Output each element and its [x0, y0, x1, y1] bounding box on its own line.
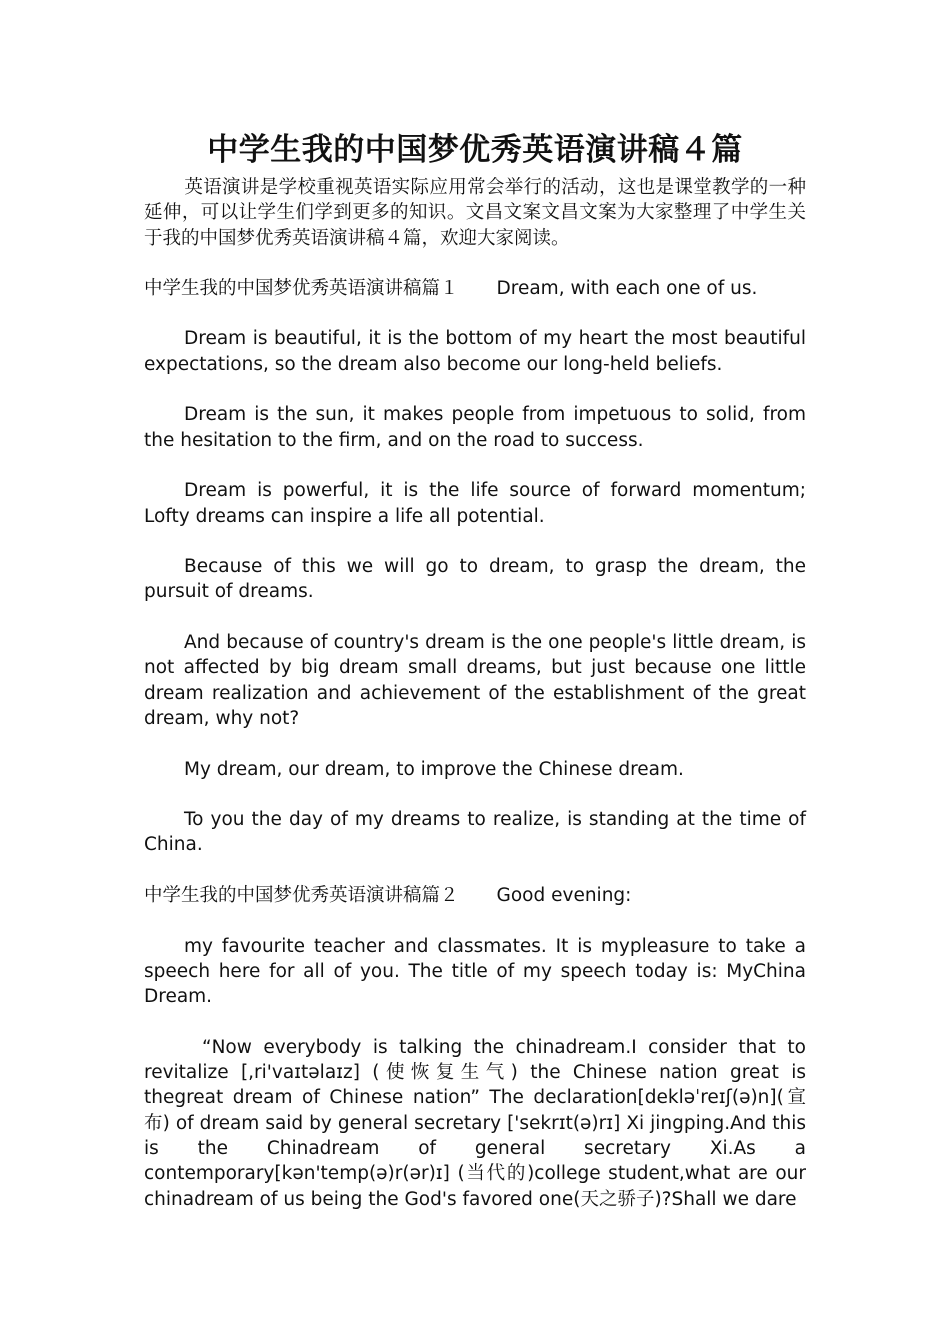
paragraph: To you the day of my dreams to realize, is standing at the time of China.	[144, 809, 806, 856]
paragraph: And because of country's dream is the one people's little dream, is not affected by big dream small dreams, but just because one little dream realization and achievement of the establishment of the great dream, why not?	[144, 632, 806, 729]
paragraph: Dream is powerful, it is the life source of forward momentum; Lofty dreams can inspire a life all potential.	[144, 480, 806, 527]
document-title: 中学生我的中国梦优秀英语演讲稿４篇	[207, 132, 743, 168]
paragraph: “Now everybody is talking the chinadream.I consider that to revitalize [,ri'vaɪtəlaɪz] (使恢复生气) the Chinese nation great is thegreat dream of Chinese nation” The declaration[dekləˈreɪʃ(ə)n](宣布) of dream said by general secretary ['sekrɪt(ə)rɪ] Xi jingping.And this is the Chinadream of general secretary Xi.As a contemporary[kən'temp(ə)r(ər)ɪ] (当代的)college student,what are our chinadream of us being the God's favored one(天之骄子)?Shall we dare	[144, 1036, 806, 1210]
section-2-first-line: Good evening:	[496, 885, 632, 907]
section-2-heading-line	[144, 883, 806, 908]
paragraph: Dream is beautiful, it is the bottom of my heart the most beautiful expectations, so the dream also become our long-held beliefs.	[144, 328, 806, 375]
section-1-heading-line	[144, 276, 806, 301]
paragraph: Dream is the sun, it makes people from impetuous to solid, from the hesitation to the firm, and on the road to success.	[144, 404, 806, 451]
paragraph: my favourite teacher and classmates. It is mypleasure to take a speech here for all of you. The title of my speech today is: MyChina Dream.	[144, 935, 806, 1008]
section-1-heading: 中学生我的中国梦优秀英语演讲稿篇１	[144, 277, 459, 299]
section-1-first-line: Dream, with each one of us.	[496, 277, 758, 299]
section-2-heading: 中学生我的中国梦优秀英语演讲稿篇２	[144, 885, 459, 907]
paragraph: Because of this we will go to dream, to grasp the dream, the pursuit of dreams.	[144, 556, 806, 603]
document-body	[144, 175, 806, 1237]
intro-paragraph	[144, 175, 806, 251]
paragraph: My dream, our dream, to improve the Chinese dream.	[184, 758, 684, 780]
intro-text: 英语演讲是学校重视英语实际应用常会举行的活动，这也是课堂教学的一种延伸，可以让学生们学到更多的知识。文昌文案文昌文案为大家整理了中学生关于我的中国梦优秀英语演讲稿４篇，欢迎大家阅读。	[144, 177, 806, 249]
